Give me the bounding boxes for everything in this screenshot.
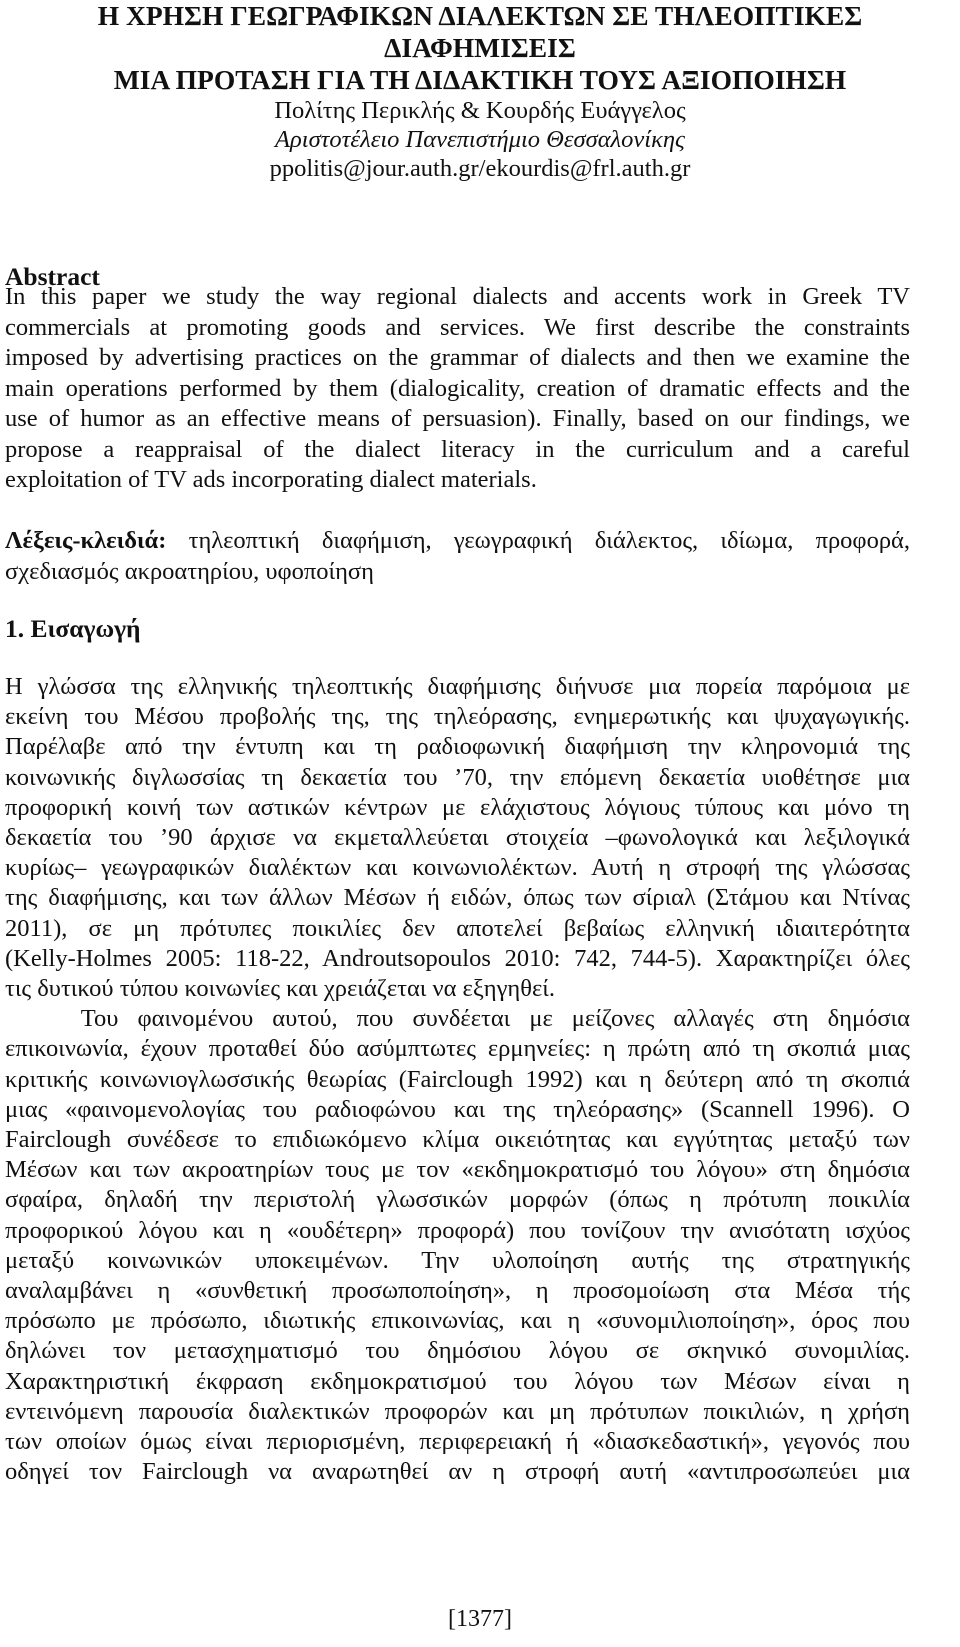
body-line: προφορική κοινή των αστικών κέντρων με ελάχιστους λόγιους τύπους και μόνο τη: [5, 793, 910, 821]
abstract-line: In this paper we study the way regional dialects and accents work in Greek TV: [5, 283, 910, 310]
body-line: πρόσωπο με πρόσωπο, ιδιωτικής επικοινωνίας, και η «συνομιλιοποίηση», όρος που: [5, 1307, 910, 1335]
abstract-line: exploitation of TV ads incorporating dialect materials.: [5, 466, 537, 493]
body-line: δηλώνει τον μετασχηματισμό του δημόσιου λόγου σε σκηνικό συνομιλίας.: [5, 1337, 910, 1365]
body-line: Χαρακτηριστική έκφραση εκδημοκρατισμού του λόγου των Μέσων είναι η: [5, 1367, 910, 1395]
body-line: (Kelly-Holmes 2005: 118-22, Androutsopoulos 2010: 742, 744-5). Χαρακτηρίζει όλες: [5, 944, 910, 972]
body-line: εντεινόμενη παρουσία διαλεκτικών προφορών και μη πρότυπων ποικιλιών, η χρήση: [5, 1397, 910, 1425]
body-line: της διαφήμισης, και των άλλων Μέσων ή ειδών, όπως των σίριαλ (Στάμου και Ντίνας: [5, 884, 910, 912]
body-line: οδηγεί τον Fairclough να αναρωτηθεί αν η στροφή αυτή «αντιπροσωπεύει μια: [5, 1458, 910, 1486]
keywords-list-1: τηλεοπτική διαφήμιση, γεωγραφική διάλεκτος, ιδίωμα, προφορά,: [188, 527, 911, 554]
body-line: επικοινωνία, έχουν προταθεί δύο ασύμπτωτες ερμηνείες: η πρώτη από τη σκοπιά μιας: [5, 1035, 910, 1063]
keywords-line-1: [5, 526, 910, 557]
body-line: 2011), σε μη πρότυπες ποικιλίες δεν αποτελεί βεβαίως ελληνική ιδιαιτερότητα: [5, 914, 910, 942]
keywords-label: Λέξεις-κλειδιά:: [5, 527, 167, 554]
abstract-text: [5, 282, 910, 496]
body-line: Fairclough συνέδεσε το επιδιωκόμενο κλίμα οικειότητας και εγγύτητας μεταξύ των: [5, 1126, 910, 1154]
title-block: [0, 0, 960, 183]
body-line: των οποίων όμως είναι περιορισμένη, περιφερειακή ή «διασκεδαστική», γεγονός που: [5, 1428, 910, 1456]
abstract-line: commercials at promoting goods and services. We first describe the constraints: [5, 313, 910, 341]
body-line: Η γλώσσα της ελληνικής τηλεοπτικής διαφήμισης διήνυσε μια πορεία παρόμοια με: [5, 673, 910, 700]
body-line: κριτικής κοινωνιογλωσσικής θεωρίας (Fairclough 1992) και η δεύτερη από τη σκοπιά: [5, 1065, 910, 1093]
abstract-line: use of humor as an effective means of persuasion). Finally, based on our findings, we: [5, 405, 910, 432]
title-line-1: Η ΧΡΗΣΗ ΓΕΩΓΡΑΦΙΚΩΝ ΔΙΑΛΕΚΤΩΝ ΣΕ ΤΗΛΕΟΠΤΙΚΕΣ: [97, 0, 863, 31]
section-heading: 1. Εισαγωγή: [5, 614, 141, 643]
keywords: [5, 526, 910, 587]
author-emails: ppolitis@jour.auth.gr/ekourdis@frl.auth.gr: [269, 155, 691, 182]
body-line: προφορικού λόγου και η «ουδέτερη» προφορά) που τονίζουν την ανισότατη ισχύος: [5, 1216, 910, 1244]
title-line-2: ΔΙΑΦΗΜΙΣΕΙΣ: [384, 32, 576, 63]
body-line: μιας «φαινομενολογίας του ραδιοφώνου και της τηλεόρασης» (Scannell 1996). Ο: [5, 1095, 910, 1123]
body-line: μεταξύ κοινωνικών υποκειμένων. Την υλοποίηση αυτής της στρατηγικής: [5, 1246, 910, 1274]
body-line: κυρίως– γεωγραφικών διαλέκτων και κοινωνιολέκτων. Αυτή η στροφή της γλώσσας: [5, 854, 910, 882]
abstract-line: main operations performed by them (dialogicality, creation of dramatic effects and the: [5, 374, 910, 402]
section-body: [5, 672, 910, 1487]
body-line: τις δυτικού τύπου κοινωνίες και χρειάζεται να εξηγηθεί.: [5, 975, 555, 1003]
abstract-heading: Abstract: [5, 262, 100, 291]
body-line: κοινωνικής διγλωσσίας τη δεκαετία του ’70, την επόμενη δεκαετία υιοθέτησε μια: [5, 763, 910, 791]
body-line: Του φαινομένου αυτού, που συνδέεται με μείζονες αλλαγές στη δημόσια: [5, 1005, 910, 1033]
body-line: σφαίρα, δηλαδή την περιστολή γλωσσικών μορφών (όπως η πρότυπη ποικιλία: [5, 1186, 910, 1214]
body-line: αναλαμβάνει η «συνθετική προσωποποίηση», η προσομοίωση στα Μέσα τής: [5, 1277, 910, 1305]
body-line: Μέσων και των ακροατηρίων τους με τον «εκδημοκρατισμό του λόγου» στη δημόσια: [5, 1156, 910, 1184]
abstract-line: propose a reappraisal of the dialect literacy in the curriculum and a careful: [5, 435, 910, 463]
body-line: δεκαετία του ’90 άρχισε να εκμεταλλεύεται στοιχεία –φωνολογικά και λεξιλογικά: [5, 824, 910, 852]
page-number: [1377]: [448, 1606, 512, 1632]
body-line: εκείνη του Μέσου προβολής της, της τηλεόρασης, ενημερωτικής και ψυχαγωγικής.: [5, 703, 910, 731]
keywords-list-2: σχεδιασμός ακροατηρίου, υφοποίηση: [5, 557, 374, 585]
author-names: Πολίτης Περικλής & Κουρδής Ευάγγελος: [274, 97, 686, 124]
title-line-3: ΜΙΑ ΠΡΟΤΑΣΗ ΓΙΑ ΤΗ ΔΙΔΑΚΤΙΚΗ ΤΟΥΣ ΑΞΙΟΠΟΙΗΣΗ: [113, 64, 847, 95]
abstract-line: imposed by advertising practices on the grammar of dialects and then we examine the: [5, 344, 910, 371]
body-line: Παρέλαβε από την έντυπη και τη ραδιοφωνική διαφήμιση την κληρονομιά της: [5, 733, 910, 761]
author-affiliation: Αριστοτέλειο Πανεπιστήμιο Θεσσαλονίκης: [275, 126, 685, 153]
